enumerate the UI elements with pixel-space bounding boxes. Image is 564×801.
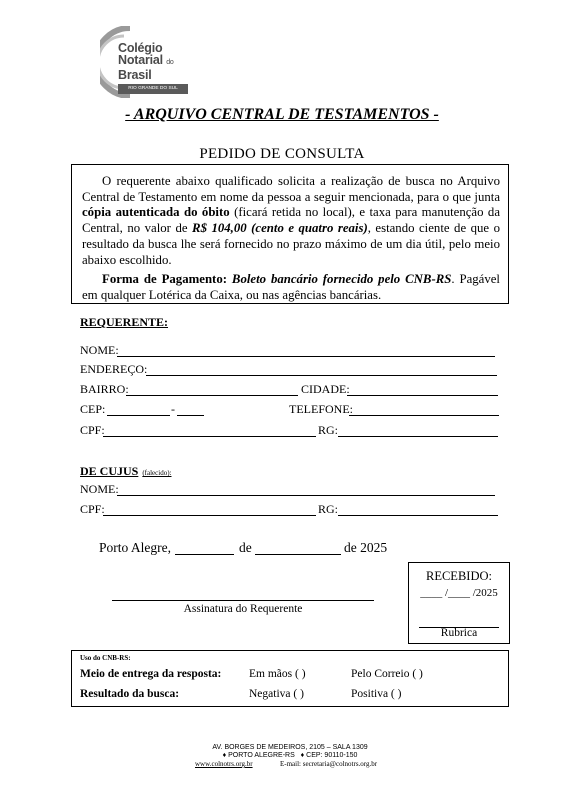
requerente-heading: REQUERENTE: <box>80 315 169 329</box>
notice-death-certificate: cópia autenticada do óbito <box>82 205 230 220</box>
requerente-endereco-label: ENDEREÇO: <box>80 362 148 376</box>
notice-box <box>71 164 509 304</box>
notice-text-3: , estando ciente de que o resultado da busca lhe será fornecido no prazo máximo de um dia útil, pelo meio abaixo escolhido. <box>82 221 500 267</box>
de-cujus-nome-label: NOME: <box>80 482 119 496</box>
delivery-option-mail[interactable]: Pelo Correio ( ) <box>351 668 423 680</box>
de-cujus-nome-field[interactable] <box>117 495 495 496</box>
received-date[interactable]: ____ /____ /2025 <box>420 587 498 599</box>
place-de-2: de 2025 <box>344 540 388 555</box>
requerente-bairro-label: BAIRRO: <box>80 382 129 396</box>
requerente-telefone-field[interactable] <box>349 415 499 416</box>
requerente-telefone-label: TELEFONE: <box>289 402 353 416</box>
requerente-nome-field[interactable] <box>117 356 495 357</box>
requerente-cpf-field[interactable] <box>103 436 316 437</box>
requerente-bairro-field[interactable] <box>126 395 298 396</box>
office-use-label: Uso do CNB-RS: <box>80 654 131 662</box>
document-title: - ARQUIVO CENTRAL DE TESTAMENTOS - <box>125 106 439 123</box>
rubrica-label: Rubrica <box>440 627 478 639</box>
delivery-label: Meio de entrega da resposta: <box>80 668 222 680</box>
requerente-rg-label: RG: <box>318 423 339 437</box>
logo-line-1: Colégio <box>118 41 163 55</box>
footer-city: ♦ PORTO ALEGRE-RS <box>222 752 295 759</box>
office-use-box <box>71 650 509 707</box>
delivery-option-hand[interactable]: Em mãos ( ) <box>249 668 306 680</box>
notice-paragraph <box>82 174 500 268</box>
requerente-cep-field-2[interactable] <box>177 415 204 416</box>
received-box <box>408 562 510 644</box>
notice-fee: R$ 104,00 (cento e quatro reais) <box>192 221 368 236</box>
date-day-field[interactable] <box>175 554 234 555</box>
result-option-negative[interactable]: Negativa ( ) <box>249 688 304 700</box>
payment-text: . Pagável em qualquer Lotérica da Caixa, ou nas agências bancárias. <box>82 272 500 302</box>
de-cujus-title: DE CUJUS <box>80 464 139 478</box>
logo-subtitle: RIO GRANDE DO SUL <box>118 84 188 94</box>
footer-address: AV. BORGES DE MEDEIROS, 2105 – SALA 1309 <box>212 744 368 751</box>
signature-field[interactable] <box>112 600 374 601</box>
cnb-logo <box>100 26 192 98</box>
requerente-endereco-field[interactable] <box>146 375 497 376</box>
place-city: Porto Alegre, <box>99 540 171 555</box>
payment-paragraph <box>82 272 500 303</box>
de-cujus-rg-label: RG: <box>318 502 339 516</box>
footer-email[interactable]: E-mail: secretaria@colnotrs.org.br <box>280 760 378 768</box>
logo-line-2: Notarial <box>118 53 163 67</box>
place-de-1: de <box>239 540 252 555</box>
result-label: Resultado da busca: <box>80 688 180 700</box>
requerente-cep-dash: - <box>171 402 175 416</box>
signature-label: Assinatura do Requerente <box>183 603 303 615</box>
received-label: RECEBIDO: <box>426 569 492 583</box>
requerente-nome-label: NOME: <box>80 343 119 357</box>
result-option-positive[interactable]: Positiva ( ) <box>351 688 402 700</box>
logo-line-2-small: do <box>166 59 174 66</box>
document-subtitle: PEDIDO DE CONSULTA <box>199 146 365 162</box>
logo-wordmark <box>118 42 174 81</box>
requerente-cpf-label: CPF: <box>80 423 105 437</box>
requerente-cidade-field[interactable] <box>347 395 498 396</box>
payment-method: Boleto bancário fornecido pelo CNB-RS <box>231 272 452 286</box>
requerente-cep-label: CEP: <box>80 402 106 416</box>
footer-cep: ♦ CEP: 90110-150 <box>300 752 358 759</box>
de-cujus-heading <box>80 462 172 480</box>
de-cujus-cpf-label: CPF: <box>80 502 105 516</box>
notice-text-1: O requerente abaixo qualificado solicita a realização de busca no Arquivo Central de Testamento em nome da pessoa a seguir mencionada, para o que junta <box>82 174 500 204</box>
payment-label: Forma de Pagamento: <box>102 272 227 286</box>
requerente-cep-field-1[interactable] <box>107 415 170 416</box>
date-month-field[interactable] <box>255 554 341 555</box>
notice-text-2: (ficará retida no local), e taxa para manutenção da Central, no valor de <box>82 205 501 236</box>
de-cujus-cpf-field[interactable] <box>103 515 316 516</box>
requerente-cidade-label: CIDADE: <box>301 382 350 396</box>
logo-line-3: Brasil <box>118 68 152 82</box>
requerente-rg-field[interactable] <box>338 436 498 437</box>
de-cujus-rg-field[interactable] <box>338 515 498 516</box>
de-cujus-note: (falecido): <box>142 469 172 477</box>
footer-site-link[interactable]: www.colnotrs.org.br <box>195 760 253 768</box>
